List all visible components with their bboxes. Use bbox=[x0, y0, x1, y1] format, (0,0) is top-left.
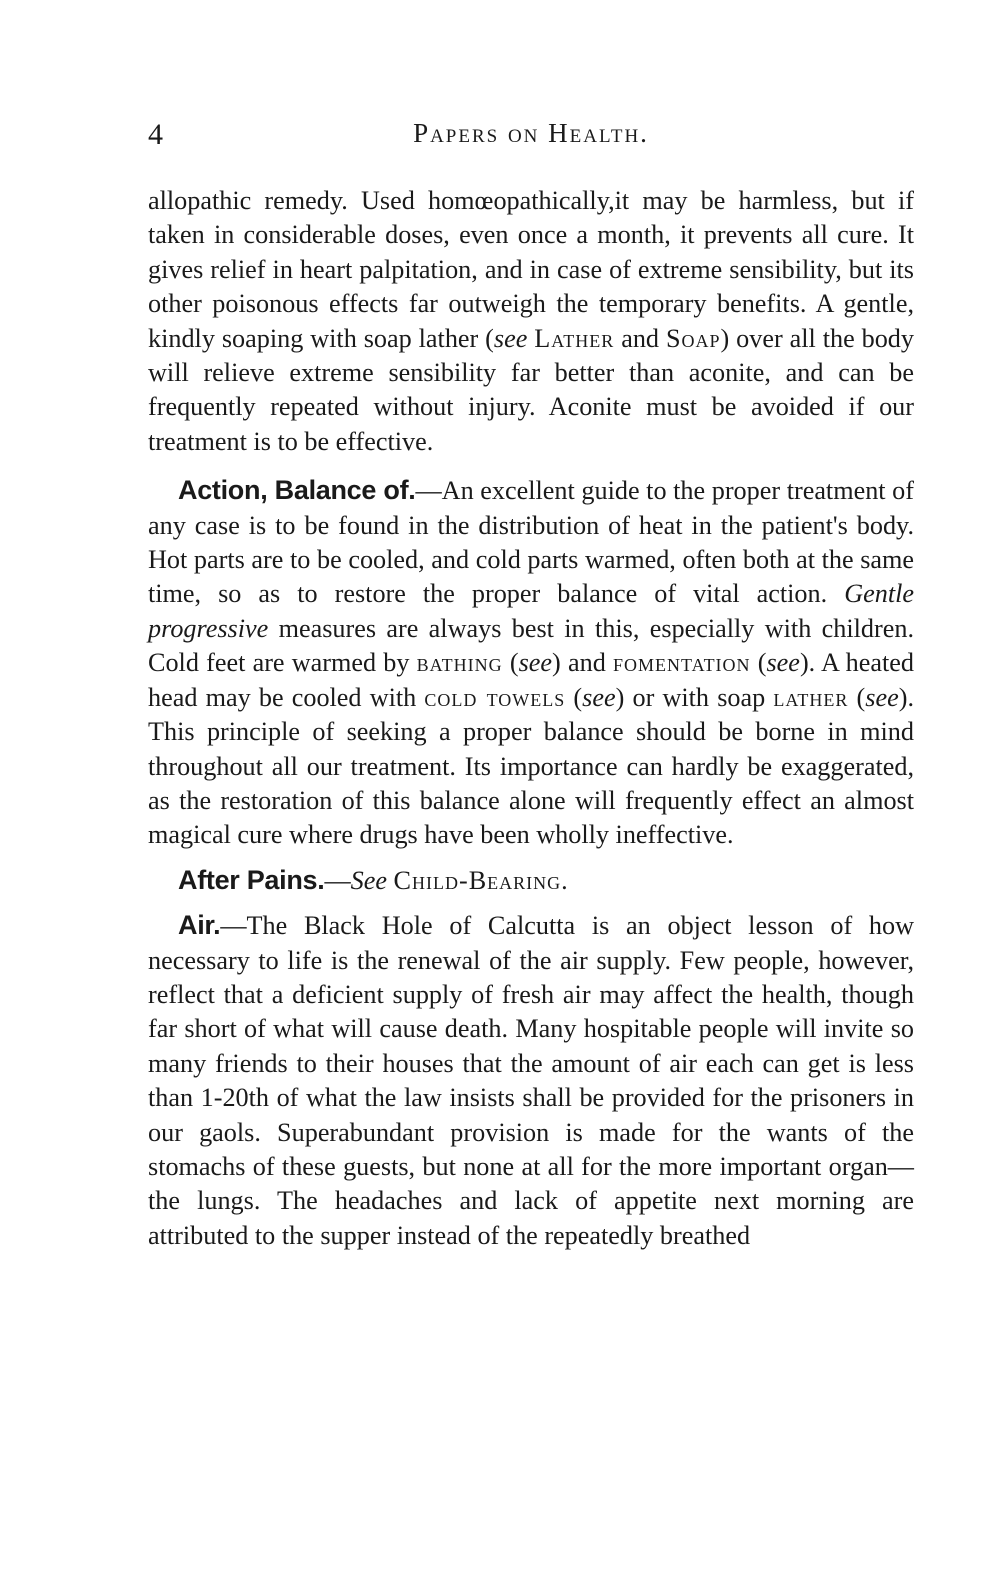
cross-reference-child-bearing: Child-Bearing. bbox=[393, 865, 569, 895]
emphasis-text: Gentle progressive bbox=[148, 579, 914, 643]
entry-action-balance: Action, Balance of.—An excellent guide to the proper treatment of any case is to be found in the distribution of heat in the patient's body. Hot parts are to be cooled, and cold parts warmed, often both at the same time, so as to restore the proper balance of vital action. Gentle progressive measures are always best in this, especially with children. Cold feet are warmed by bathing (see) and fomentation (see). A heated head may be cooled with cold towels (see) or with soap lather (see). This principle of seeking a proper balance should be borne in mind throughout all our treatment. Its importance can hardly be exaggerated, as the restoration of this balance alone will frequently effect an almost magical cure where drugs have been wholly ineffective. bbox=[148, 475, 914, 850]
entry-text: —An excellent guide to the proper treatment of any case is to be found in the distribution of heat in the patient's body. Hot parts are to be cooled, and cold parts warmed, often both at the same time, so as to restore the proper balance of vital action. bbox=[148, 476, 914, 609]
entry-text: . A heated head may be cooled with bbox=[148, 648, 914, 712]
see-reference: see bbox=[582, 682, 616, 712]
paragraph-text: allopathic remedy. Used homœopathically,it may be harmless, but if taken in considerable doses, even once a month, it prevents all cure. It gives relief in heart palpitation, and in case of extreme sensibility, but its other poisonous effects far outweigh the temporary benefits. A gentle, kindly soaping with soap lather ( bbox=[148, 186, 914, 353]
page-body bbox=[148, 184, 914, 1253]
cross-reference-cold-towels: cold towels bbox=[424, 682, 566, 712]
page-number: 4 bbox=[148, 118, 163, 151]
cross-reference-fomentation: fomentation bbox=[613, 648, 751, 678]
entry-air bbox=[148, 908, 914, 1253]
see-reference: see bbox=[493, 323, 528, 353]
see-reference: see bbox=[766, 648, 800, 678]
entry-text: . This principle of seeking a proper balance should be borne in mind throughout all our treatment. Its importance can hardly be exaggerated, as the restoration of this balance alone will frequently effect an almost magical cure where drugs have been wholly ineffective. bbox=[148, 682, 914, 850]
paragraph-aconite-continuation bbox=[148, 184, 914, 459]
cross-reference-lather: Lather bbox=[534, 323, 615, 353]
entry-text: or with soap bbox=[624, 682, 774, 712]
see-reference: see bbox=[865, 682, 899, 712]
text-fragment: and bbox=[614, 323, 666, 353]
paragraph-text: ) over all the body will relieve extreme sensibility far better than aconite, and can be frequently repeated without injury. Aconite must be avoided if our treatment is to be effective. bbox=[148, 323, 914, 456]
text-fragment: and bbox=[560, 648, 613, 678]
page-header bbox=[148, 118, 914, 158]
cross-reference-soap: Soap bbox=[665, 323, 721, 353]
cross-reference-bathing: bathing bbox=[416, 648, 503, 678]
text-fragment: — bbox=[324, 865, 351, 895]
entry-term: After Pains. bbox=[178, 864, 325, 895]
see-reference: See bbox=[350, 865, 387, 895]
see-reference: see bbox=[518, 648, 553, 678]
entry-term: Action, Balance of. bbox=[178, 475, 416, 506]
entry-text: —The Black Hole of Calcutta is an object lesson of how necessary to life is the renewal of the air supply. Few people, however, reflect that a deficient supply of fresh air may affect the health, though far short of what will cause death. Many hospitable people will invite so many friends to their houses that the amount of air each can get is less than 1-20th of what the law insists shall be provided for the prisoners in our gaols. Superabundant provision is made for the wants of the stomachs of these guests, but none at all for the more important organ—the lungs. The headaches and lack of appetite next morning are attributed to the supper instead of the repeatedly breathed bbox=[148, 911, 914, 1250]
running-title: Papers on Health. bbox=[413, 118, 649, 148]
entry-term: Air. bbox=[178, 910, 221, 941]
cross-reference-lather: lather bbox=[773, 682, 849, 712]
entry-text: measures are always best in this, especially with children. Cold feet are warmed by bbox=[148, 613, 914, 678]
entry-after-pains bbox=[148, 863, 914, 898]
